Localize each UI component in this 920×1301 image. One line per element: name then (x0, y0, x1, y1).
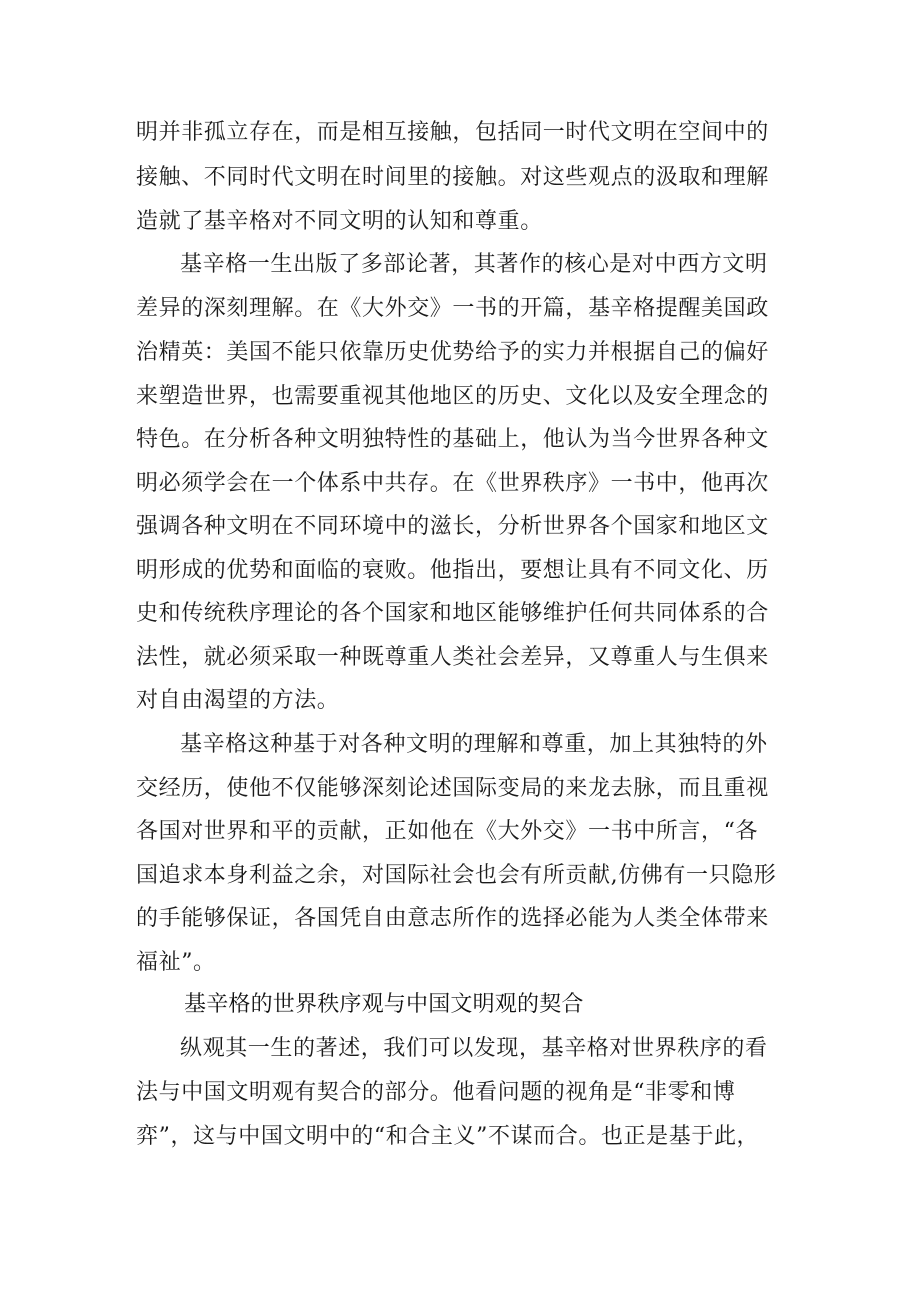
paragraph-line: 特色。在分析各种文明独特性的基础上，他认为当今世界各种文 (136, 427, 769, 452)
paragraph-line: 的手能够保证，各国凭自由意志所作的选择必能为人类全体带来 (136, 906, 769, 931)
paragraph-line: 法性，就必须采取一种既尊重人类社会差异，又尊重人与生俱来 (136, 645, 769, 670)
paragraph-line: 明必须学会在一个体系中共存。在《世界秩序》一书中，他再次 (136, 471, 769, 496)
paragraph-line: 福祉”。 (136, 950, 216, 975)
paragraph-line: 国追求本身利益之余，对国际社会也会有所贡献,仿佛有一只隐形 (136, 863, 777, 888)
paragraph-line: 接触、不同时代文明在时间里的接触。对这些观点的汲取和理解 (136, 165, 769, 190)
paragraph-line: 明并非孤立存在，而是相互接触，包括同一时代文明在空间中的 (136, 120, 769, 145)
paragraph-line: 基辛格一生出版了多部论著，其著作的核心是对中西方文明 (180, 252, 768, 277)
paragraph-line: 差异的深刻理解。在《大外交》一书的开篇，基辛格提醒美国政 (136, 296, 769, 321)
paragraph-line: 交经历，使他不仅能够深刻论述国际变局的来龙去脉，而且重视 (136, 776, 769, 801)
paragraph-line: 治精英：美国不能只依靠历史优势给予的实力并根据自己的偏好 (136, 340, 769, 365)
paragraph-line: 造就了基辛格对不同文明的认知和尊重。 (136, 209, 543, 234)
paragraph-line: 来塑造世界，也需要重视其他地区的历史、文化以及安全理念的 (136, 384, 769, 409)
paragraph-line: 法与中国文明观有契合的部分。他看问题的视角是“非零和博 (136, 1080, 736, 1105)
paragraph-line: 基辛格这种基于对各种文明的理解和尊重，加上其独特的外 (180, 732, 768, 757)
paragraph-line: 弈”，这与中国文明中的“和合主义”不谋而合。也正是基于此， (136, 1124, 760, 1149)
section-heading: 基辛格的世界秩序观与中国文明观的契合 (184, 992, 584, 1017)
paragraph-line: 纵观其一生的著述，我们可以发现，基辛格对世界秩序的看 (180, 1036, 768, 1061)
paragraph-line: 对自由渴望的方法。 (136, 688, 340, 713)
paragraph-line: 史和传统秩序理论的各个国家和地区能够维护任何共同体系的合 (136, 601, 769, 626)
paragraph-line: 强调各种文明在不同环境中的滋长，分析世界各个国家和地区文 (136, 514, 769, 539)
paragraph-line: 各国对世界和平的贡献，正如他在《大外交》一书中所言，“各 (136, 819, 759, 844)
paragraph-line: 明形成的优势和面临的衰败。他指出，要想让具有不同文化、历 (136, 558, 769, 583)
